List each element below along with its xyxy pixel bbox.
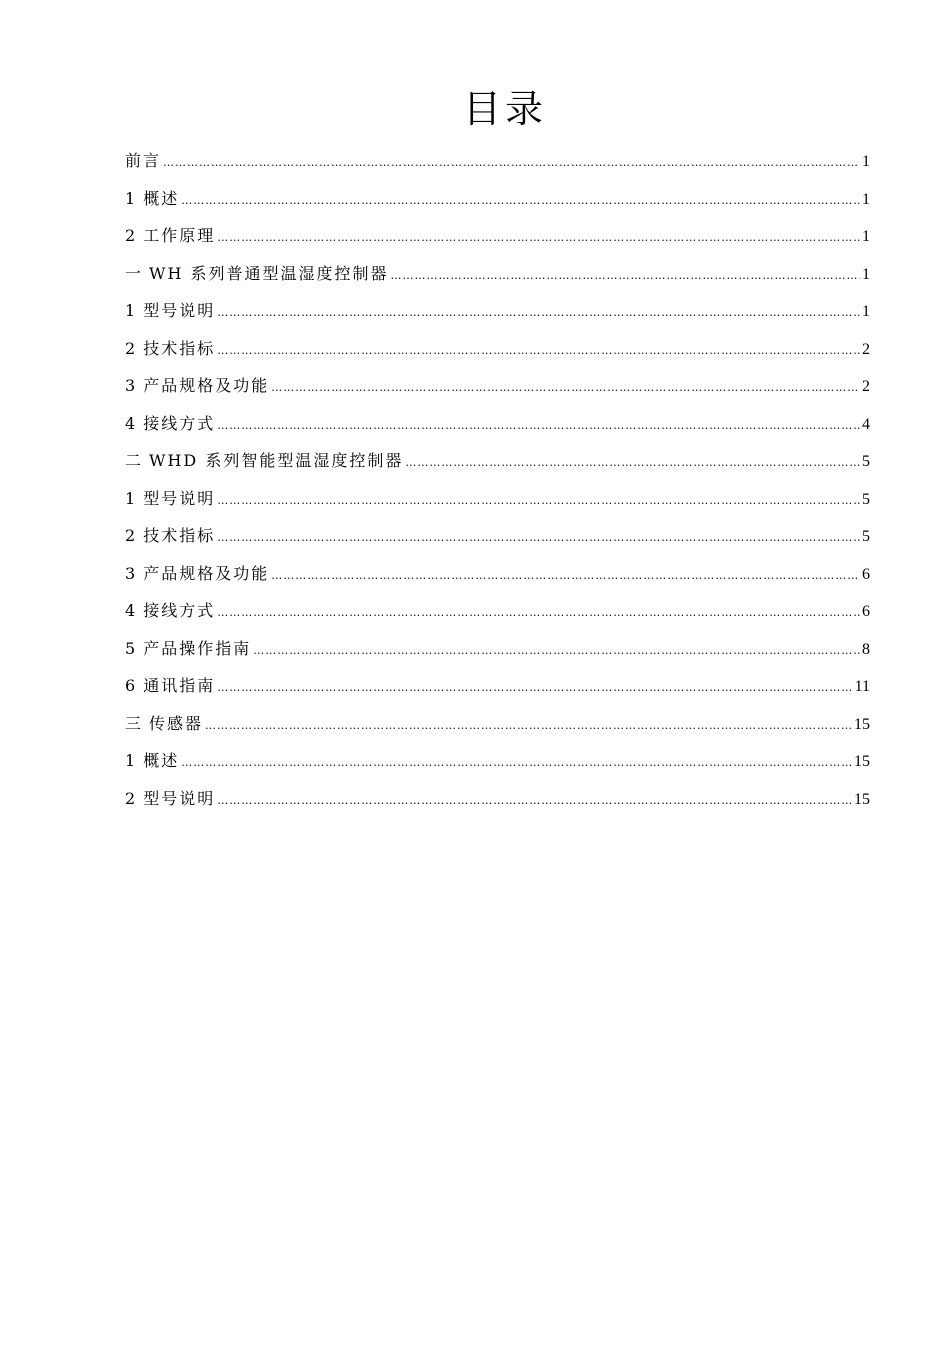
toc-entry[interactable] [125, 142, 870, 180]
dot-leader [205, 707, 852, 743]
toc-entry-page-number: 5 [862, 490, 870, 508]
toc-entry-title: WH 系列普通型温湿度控制器 [149, 263, 389, 283]
toc-entry-title: 前言 [125, 151, 162, 170]
dot-leader [271, 369, 860, 405]
toc-entry-number: 三 [125, 713, 142, 733]
dot-leader [217, 594, 860, 630]
toc-entry-title: 工作原理 [143, 226, 216, 245]
toc-entry[interactable] [125, 292, 870, 330]
toc-entry-title: 接线方式 [143, 601, 216, 620]
toc-entry[interactable] [125, 592, 870, 630]
table-of-contents [125, 142, 870, 817]
toc-entry-number: 4 [125, 601, 136, 620]
dot-leader [217, 332, 860, 368]
toc-entry[interactable] [125, 705, 870, 743]
toc-entry-title: 技术指标 [143, 338, 216, 358]
toc-entry-page-number: 8 [862, 640, 870, 658]
toc-entry-page-number: 2 [862, 378, 870, 395]
toc-entry-title: 技术指标 [143, 526, 216, 545]
dot-leader [271, 557, 860, 593]
toc-entry-page-number: 1 [862, 303, 870, 320]
toc-entry-page-number: 1 [862, 228, 870, 245]
toc-entry[interactable] [125, 405, 870, 443]
toc-entry-title: 概述 [143, 188, 180, 208]
dot-leader [181, 744, 852, 780]
dot-leader [163, 144, 860, 180]
toc-entry[interactable] [125, 255, 870, 293]
toc-entry-page-number: 15 [854, 715, 870, 733]
toc-entry-number: 2 [125, 788, 136, 808]
toc-entry-title: 型号说明 [143, 788, 216, 808]
toc-entry-number: 1 [125, 751, 136, 770]
toc-entry[interactable] [125, 667, 870, 705]
toc-entry-page-number: 11 [854, 678, 870, 695]
toc-entry-number: 二 [125, 451, 142, 470]
toc-entry-number: 1 [125, 488, 136, 508]
dot-leader [217, 482, 860, 518]
toc-entry-page-number: 6 [862, 565, 870, 583]
toc-entry[interactable] [125, 517, 870, 555]
dot-leader [217, 294, 860, 330]
dot-leader [253, 632, 860, 668]
dot-leader [405, 444, 860, 480]
dot-leader [217, 669, 852, 705]
toc-entry-title: 型号说明 [143, 301, 216, 320]
toc-entry-number: 1 [125, 301, 136, 320]
toc-entry-number: 3 [125, 376, 136, 395]
toc-entry-title: WHD 系列智能型温湿度控制器 [149, 451, 404, 470]
toc-entry-page-number: 1 [862, 190, 870, 208]
toc-entry-page-number: 1 [862, 153, 870, 170]
toc-entry-number: 2 [125, 526, 136, 545]
toc-entry[interactable] [125, 180, 870, 218]
toc-entry-number: 2 [125, 338, 136, 358]
toc-entry-page-number: 15 [854, 753, 870, 770]
dot-leader [391, 257, 860, 293]
toc-entry[interactable] [125, 330, 870, 368]
toc-entry[interactable] [125, 780, 870, 818]
toc-entry-title: 通讯指南 [143, 676, 216, 695]
dot-leader [217, 519, 860, 555]
toc-entry[interactable] [125, 367, 870, 405]
toc-entry-page-number: 1 [862, 265, 870, 283]
toc-entry-number: 6 [125, 676, 136, 695]
dot-leader [217, 219, 860, 255]
toc-entry-title: 传感器 [149, 713, 204, 733]
toc-entry[interactable] [125, 630, 870, 668]
toc-entry-number: 2 [125, 226, 136, 245]
toc-entry-page-number: 5 [862, 453, 870, 470]
toc-entry[interactable] [125, 742, 870, 780]
toc-entry-number: 1 [125, 188, 136, 208]
toc-entry-number: 4 [125, 413, 136, 433]
dot-leader [217, 407, 860, 443]
toc-entry-number: 5 [125, 638, 136, 658]
toc-entry-title: 型号说明 [143, 488, 216, 508]
toc-entry[interactable] [125, 480, 870, 518]
toc-entry-page-number: 2 [862, 340, 870, 358]
toc-entry-title: 产品操作指南 [143, 638, 252, 658]
toc-entry-title: 接线方式 [143, 413, 216, 433]
toc-entry[interactable] [125, 555, 870, 593]
dot-leader [217, 782, 852, 818]
page-title: 目录 [462, 87, 547, 131]
toc-entry-number: 3 [125, 563, 136, 583]
toc-entry[interactable] [125, 442, 870, 480]
toc-entry-title: 产品规格及功能 [143, 376, 270, 395]
toc-entry-title: 概述 [143, 751, 180, 770]
dot-leader [181, 182, 860, 218]
toc-entry-page-number: 4 [862, 415, 870, 433]
toc-entry-number: 一 [125, 263, 142, 283]
toc-entry-page-number: 15 [854, 790, 870, 808]
toc-entry-page-number: 5 [862, 528, 870, 545]
toc-entry-page-number: 6 [862, 603, 870, 620]
toc-entry-title: 产品规格及功能 [143, 563, 270, 583]
toc-entry[interactable] [125, 217, 870, 255]
